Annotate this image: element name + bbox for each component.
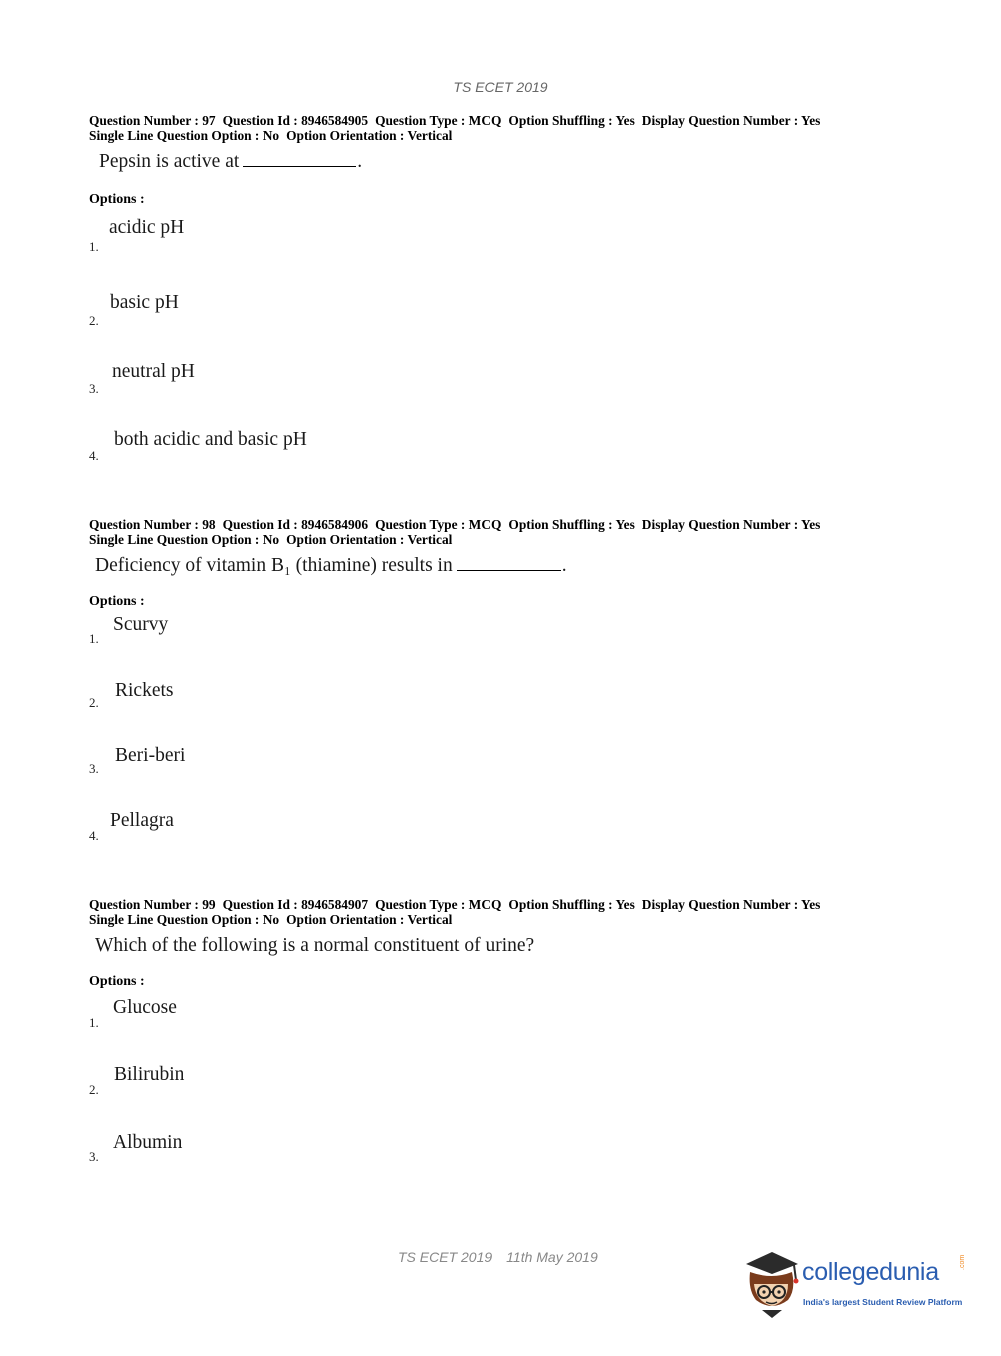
option-number: 4.: [89, 448, 99, 463]
option-text: both acidic and basic pH: [114, 429, 307, 450]
question-meta-line-1: Question Number : 97 Question Id : 8946584905 Question Type : MCQ Option Shuffling : Yes Display Question Number : Yes: [89, 113, 821, 128]
question-text: Which of the following is a normal constituent of urine?: [95, 935, 535, 956]
question-meta: [89, 114, 909, 143]
question-meta-line-2: Single Line Question Option : No Option Orientation : Vertical: [89, 531, 453, 547]
option-number: 3.: [89, 761, 99, 776]
option-text: Beri-beri: [115, 745, 186, 766]
option-text: neutral pH: [112, 361, 195, 382]
question-text: Deficiency of vitamin B₁ (thiamine) results in .: [95, 555, 567, 576]
options-label: Options :: [89, 974, 145, 989]
option-text: Glucose: [113, 997, 177, 1018]
option-number: 1.: [89, 1015, 99, 1030]
footer-date: 11th May 2019: [506, 1249, 598, 1265]
question-meta: [89, 898, 909, 927]
question-meta: [89, 518, 909, 547]
option-number: 1.: [89, 239, 99, 254]
collegedunia-logo[interactable]: [742, 1250, 972, 1320]
logo-wordmark: collegedunia: [802, 1258, 939, 1286]
student-mascot-icon: [742, 1250, 802, 1320]
option-number: 1.: [89, 631, 99, 646]
option-number: 2.: [89, 1082, 99, 1097]
question-text: Pepsin is active at .: [99, 151, 363, 172]
question-meta-line-2: Single Line Question Option : No Option Orientation : Vertical: [89, 127, 453, 143]
question-meta-line-1: Question Number : 99 Question Id : 8946584907 Question Type : MCQ Option Shuffling : Yes Display Question Number : Yes: [89, 897, 821, 912]
page-footer: [398, 1249, 598, 1265]
question-meta-line-1: Question Number : 98 Question Id : 8946584906 Question Type : MCQ Option Shuffling : Yes Display Question Number : Yes: [89, 517, 821, 532]
answer-blank: [243, 152, 356, 167]
answer-blank: [457, 556, 561, 571]
option-text: Pellagra: [110, 810, 174, 831]
option-text: Scurvy: [113, 614, 169, 635]
option-number: 3.: [89, 381, 99, 396]
question-meta-line-2: Single Line Question Option : No Option Orientation : Vertical: [89, 911, 453, 927]
logo-suffix: .com: [959, 1254, 966, 1270]
option-text: acidic pH: [109, 217, 185, 238]
option-text: basic pH: [110, 292, 179, 313]
footer-exam: TS ECET 2019: [398, 1249, 493, 1265]
page-header-title: TS ECET 2019: [453, 79, 548, 95]
options-label: Options :: [89, 594, 145, 609]
option-number: 4.: [89, 828, 99, 843]
option-number: 3.: [89, 1149, 99, 1164]
options-label: Options :: [89, 192, 145, 207]
option-number: 2.: [89, 313, 99, 328]
option-number: 2.: [89, 695, 99, 710]
option-text: Bilirubin: [114, 1064, 185, 1085]
option-text: Rickets: [115, 680, 174, 701]
option-text: Albumin: [113, 1132, 183, 1153]
logo-tagline: India's largest Student Review Platform: [803, 1297, 963, 1307]
